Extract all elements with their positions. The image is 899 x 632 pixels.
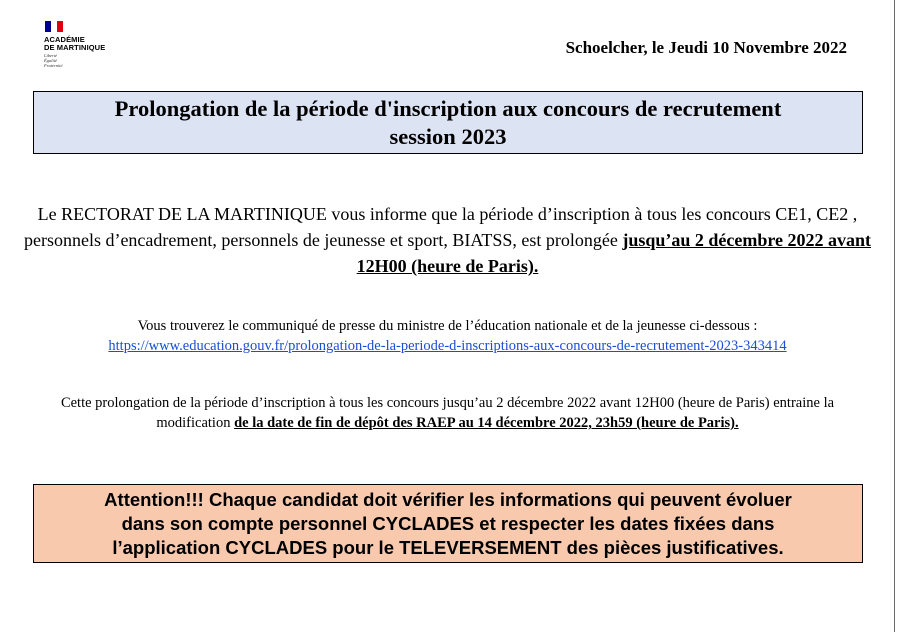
dateline: Schoelcher, le Jeudi 10 Novembre 2022 <box>565 38 847 57</box>
motto-liberte: Liberté <box>44 53 57 58</box>
academie-logo <box>44 21 105 68</box>
logo-motto <box>44 53 105 68</box>
title-line-1: Prolongation de la période d'inscription aux concours de recrutement <box>114 95 782 121</box>
alert-line-2: dans son compte personnel CYCLADES et respecter les dates fixées dans <box>121 512 775 534</box>
attention-box <box>33 484 863 563</box>
press-text: Vous trouverez le communiqué de presse du ministre de l’éducation nationale et de la jeunesse ci-dessous : <box>137 318 758 334</box>
press-link[interactable]: https://www.education.gouv.fr/prolongation-de-la-periode-d-inscriptions-aux-concours-de-recrutement-2023-343414 <box>108 338 787 354</box>
intro-paragraph <box>20 201 875 279</box>
alert-line-3: l’application CYCLADES pour le TELEVERSEMENT des pièces justificatives. <box>112 536 784 558</box>
intro-text: Le RECTORAT DE LA MARTINIQUE vous informe que la période d’inscription à tous les concours CE1, CE2 , personnels d’encadrement, personnels de jeunesse et sport, BIATSS, est prolongée <box>23 204 858 250</box>
raep-paragraph <box>40 393 855 433</box>
motto-fraternite: Fraternité <box>44 63 63 68</box>
logo-line-1: ACADÉMIE <box>44 35 85 44</box>
raep-deadline: de la date de fin de dépôt des RAEP au 14 décembre 2022, 23h59 (heure de Paris). <box>234 415 739 431</box>
title-line-2: session 2023 <box>389 123 507 149</box>
title-box <box>33 91 863 154</box>
motto-egalite: Égalité <box>44 58 57 63</box>
raep-text: Cette prolongation de la période d’inscription à tous les concours jusqu’au 2 décembre 2022 avant 12H00 (heure de Paris) entraine la modification <box>60 395 835 431</box>
alert-line-1: Attention!!! Chaque candidat doit vérifier les informations qui peuvent évoluer <box>104 488 792 510</box>
french-flag-icon <box>45 21 63 32</box>
intro-deadline: jusqu’au 2 décembre 2022 avant 12H00 (heure de Paris). <box>356 230 872 276</box>
flag-red <box>57 21 63 32</box>
page-edge <box>894 0 895 632</box>
logo-line-2: DE MARTINIQUE <box>44 43 106 52</box>
press-paragraph <box>20 316 875 356</box>
